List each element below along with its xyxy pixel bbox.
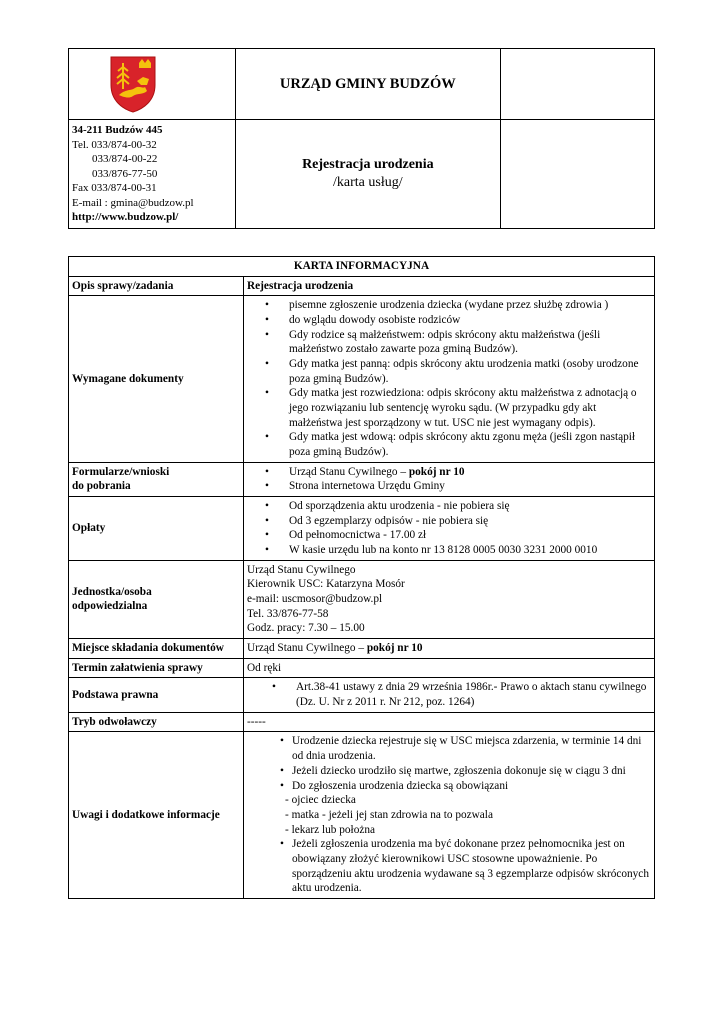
dash-line: - matka - jeżeli jej stan zdrowia na to pozwala (285, 808, 493, 821)
wymagane-value (244, 296, 655, 462)
oplaty-value (244, 497, 655, 561)
list-item-text: Urząd Stanu Cywilnego – (289, 465, 409, 478)
list-item: • Strona internetowa Urzędu Gminy (287, 479, 651, 494)
list-item: • Od pełnomocnictwa - 17.00 zł (287, 528, 651, 543)
list-item: • pisemne zgłoszenie urodzenia dziecka (wydane przez służbę zdrowia ) (287, 298, 651, 313)
phone-3: 033/876-77-50 (92, 167, 158, 180)
podstawa-list (247, 680, 651, 709)
address-block (69, 120, 236, 229)
list-item (285, 779, 651, 838)
room-number: pokój nr 10 (408, 465, 465, 478)
dash-line: - ojciec dziecka (285, 794, 356, 807)
formularze-value (244, 462, 655, 496)
uwagi-value (244, 732, 655, 898)
list-item: • Od sporządzenia aktu urodzenia - nie pobiera się (287, 499, 651, 514)
formularze-label-1: Formularze/wnioski (72, 465, 170, 478)
list-item: • Urodzenie dziecka rejestruje się w USC miejsca zdarzenia, w terminie 14 dni od dnia urodzenia. (290, 734, 651, 763)
wymagane-list (247, 298, 651, 459)
list-item-text: Do zgłoszenia urodzenia dziecka są obowiązani (292, 779, 509, 792)
office-name: URZĄD GMINY BUDZÓW (279, 75, 456, 92)
formularze-label (69, 462, 244, 496)
list-item: • Art.38-41 ustawy z dnia 29 września 1986r.- Prawo o aktach stanu cywilnego (Dz. U. Nr z 2011 r. Nr 212, poz. 1264) (294, 680, 651, 709)
jednostka-label-2: odpowiedzialna (72, 600, 148, 613)
list-item (287, 465, 651, 480)
list-item: • Od 3 egzemplarzy odpisów - nie pobiera się (287, 514, 651, 529)
podstawa-value (244, 678, 655, 712)
list-item: • Gdy matka jest wdową: odpis skrócony aktu zgonu męża (jeśli zgon nastąpił poza gminą Budzów). (287, 430, 651, 459)
doc-title-cell (235, 120, 501, 229)
empty-cell (501, 49, 655, 120)
oplaty-list (247, 499, 651, 558)
tryb-value: ----- (244, 712, 655, 732)
formularze-label-2: do pobrania (72, 480, 131, 493)
room-number: pokój nr 10 (366, 642, 423, 655)
list-item: • Jeżeli zgłoszenia urodzenia ma być dokonane przez pełnomocnika jest on obowiązany złożyć kierownikowi USC stosowne upoważnienie. Po sporządzeniu aktu urodzenia wydawane są 3 egzemplarze odpisów skróconych aktu urodzenia. (290, 837, 651, 896)
opis-value: Rejestracja urodzenia (244, 276, 655, 296)
miejsce-value (244, 639, 655, 659)
jednostka-email[interactable]: e-mail: uscmosor@budzow.pl (247, 593, 383, 606)
office-title-cell (235, 49, 501, 120)
dash-line: - lekarz lub położna (285, 823, 376, 836)
website-link[interactable]: http://www.budzow.pl/ (72, 211, 179, 224)
doc-title: Rejestracja urodzenia (302, 156, 434, 172)
podstawa-label: Podstawa prawna (69, 678, 244, 712)
info-card-table (68, 256, 655, 899)
list-item: • do wglądu dowody osobiste rodziców (287, 313, 651, 328)
opis-label: Opis sprawy/zadania (69, 276, 244, 296)
email: E-mail : gmina@budzow.pl (72, 196, 194, 209)
fax: Fax 033/874-00-31 (72, 182, 157, 195)
oplaty-label: Opłaty (69, 497, 244, 561)
wymagane-label: Wymagane dokumenty (69, 296, 244, 462)
jednostka-line: Kierownik USC: Katarzyna Mosór (247, 578, 405, 591)
list-item: • Gdy rodzice są małżeństwem: odpis skrócony aktu małżeństwa (jeśli małżeństwo zostało zawarte poza gminą Budzów). (287, 328, 651, 357)
address-line: 34-211 Budzów 445 (72, 124, 163, 136)
tryb-label: Tryb odwoławczy (69, 712, 244, 732)
phone-1: Tel. 033/874-00-32 (72, 138, 157, 151)
termin-label: Termin załatwienia sprawy (69, 658, 244, 678)
list-item: • Gdy matka jest panną: odpis skrócony aktu urodzenia matki (osoby urodzone poza gminą Budzów). (287, 357, 651, 386)
list-item: • Gdy matka jest rozwiedziona: odpis skrócony aktu małżeństwa z adnotacją o jego rozwiązaniu lub sentencję wyroku sądu. (W przypadku gdy akt małżeństwa jest sporządzony w tut. USC nie jest wymagany odpis). (287, 386, 651, 430)
uwagi-label: Uwagi i dodatkowe informacje (69, 732, 244, 898)
jednostka-value (244, 560, 655, 638)
formularze-list (247, 465, 651, 494)
jednostka-label (69, 560, 244, 638)
jednostka-line: Godz. pracy: 7.30 – 15.00 (247, 622, 365, 635)
card-heading: KARTA INFORMACYJNA (69, 257, 655, 277)
jednostka-line: Urząd Stanu Cywilnego (247, 563, 356, 576)
phone-2: 033/874-00-22 (92, 153, 158, 166)
logo-cell (69, 49, 236, 120)
coat-of-arms-icon (109, 55, 157, 113)
doc-subtitle: /karta usług/ (333, 174, 403, 190)
list-item: • W kasie urzędu lub na konto nr 13 8128 0005 0030 3231 2000 0010 (287, 543, 651, 558)
header-table (68, 48, 655, 229)
uwagi-list (247, 734, 651, 895)
termin-value: Od ręki (244, 658, 655, 678)
miejsce-label: Miejsce składania dokumentów (69, 639, 244, 659)
miejsce-text: Urząd Stanu Cywilnego – (247, 642, 367, 655)
empty-cell (501, 120, 655, 229)
list-item: • Jeżeli dziecko urodziło się martwe, zgłoszenia dokonuje się w ciągu 3 dni (290, 764, 651, 779)
jednostka-line: Tel. 33/876-77-58 (247, 607, 329, 620)
jednostka-label-1: Jednostka/osoba (72, 585, 152, 598)
